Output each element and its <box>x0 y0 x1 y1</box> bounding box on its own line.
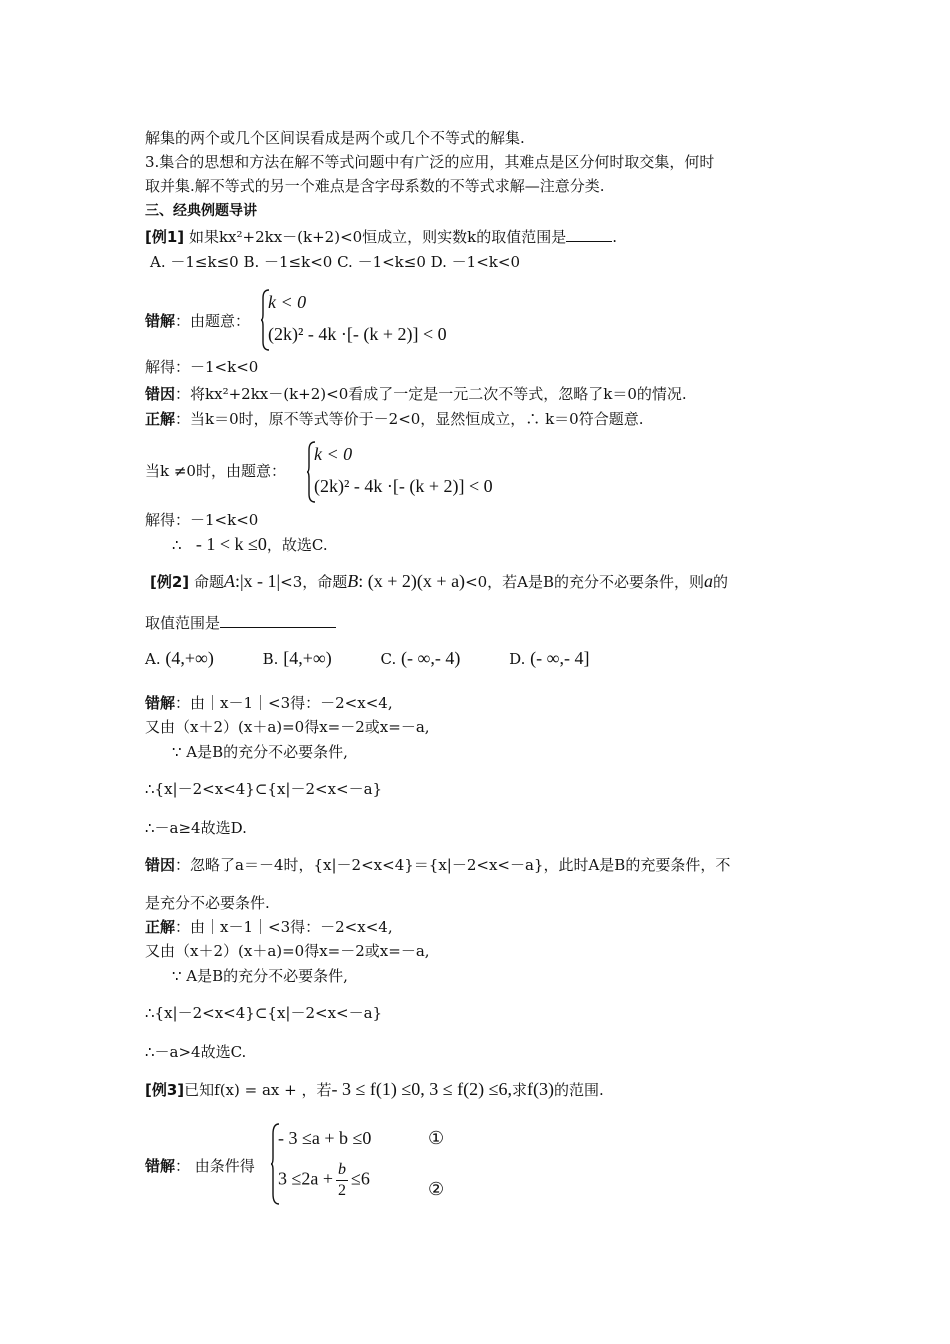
ex3-question <box>145 1079 604 1100</box>
option-b-label: B. <box>262 650 279 668</box>
option-c-value: (- ∞,- 4) <box>401 648 461 668</box>
ex2-correct-4: ∴{x|－2<x<4}⊂{x|－2<x<－a} <box>145 1004 383 1022</box>
ex1-solve-1: 解得：－1<k<0 <box>145 358 259 376</box>
q-var-B: B <box>347 571 359 591</box>
ex2-cause-1 <box>145 855 730 875</box>
ex1-system-1 <box>260 288 500 352</box>
ex2-wrong-4: ∴{x|－2<x<4}⊂{x|－2<x<－a} <box>145 780 383 798</box>
cause-label: 错因 <box>145 856 176 874</box>
ex1-question: [例1] 如果kx²+2kx－(k+2)<0恒成立，则实数k的取值范围是 . <box>145 228 618 246</box>
correct-text: ：当k＝0时，原不等式等价于－2<0，显然恒成立，∴ k＝0符合题意. <box>175 410 644 428</box>
ex1-cause <box>145 384 687 404</box>
option-a-value: (4,+∞) <box>165 648 214 668</box>
system-row-1: - 3 ≤a + b ≤0 <box>278 1128 372 1148</box>
conclusion-suffix: ，故选C. <box>266 536 328 554</box>
ex2-cause-2: 是充分不必要条件. <box>145 894 270 912</box>
wrong-label: 错解 <box>145 312 176 330</box>
q-var-A: A <box>223 571 235 591</box>
wrong-text: ：由｜x－1｜<3得：－2<x<4, <box>175 694 393 712</box>
correct-label: 正解 <box>145 918 176 936</box>
row2-pre: 3 ≤2a + <box>278 1168 334 1189</box>
ex1-case: 当k ≠0时，由题意： <box>145 462 286 480</box>
fraction-numerator: b <box>336 1160 348 1181</box>
ex1-correct <box>145 409 643 429</box>
system-row-2: (2k)² - 4k ·[- (k + 2)] < 0 <box>268 324 447 344</box>
system-row-1: k < 0 <box>268 292 307 312</box>
conclusion-math: - 1 < k ≤0 <box>195 534 267 554</box>
wrong-label: 错解 <box>145 1157 176 1175</box>
correct-text: ：由｜x－1｜<3得：－2<x<4, <box>175 918 393 936</box>
ex2-options <box>145 648 589 669</box>
system-row-2: (2k)² - 4k ·[- (k + 2)] < 0 <box>314 476 493 496</box>
ex2-wrong-2: 又由（x＋2）(x＋a)=0得x=－2或x=－a, <box>145 718 430 736</box>
wrong-label: 错解 <box>145 694 176 712</box>
ex1-conclusion <box>172 534 328 555</box>
q-B-expr: : (x + 2)(x + a) <box>358 571 466 591</box>
intro-line-1: 解集的两个或几个区间误看成是两个或几个不等式的解集. <box>145 129 525 147</box>
answer-blank <box>566 226 612 242</box>
ex2-wrong-3: ∵ A是B的充分不必要条件, <box>172 743 348 761</box>
therefore-symbol: ∴ <box>172 536 182 554</box>
q-math: - 3 ≤ f(1) ≤0, 3 ≤ f(2) ≤6, <box>331 1079 512 1099</box>
answer-blank <box>220 612 336 628</box>
wrong-text: ： 由条件得 <box>175 1157 255 1175</box>
q-text: 的范围. <box>553 1081 604 1099</box>
ex2-wrong-5: ∴－a≥4故选D. <box>145 819 247 837</box>
system-row-2 <box>278 1160 370 1201</box>
ex2-question <box>150 571 728 592</box>
q-var-a: a <box>704 571 714 591</box>
intro-line-2: 3.集合的思想和方法在解不等式问题中有广泛的应用，其难点是区分何时取交集，何时 <box>145 153 715 171</box>
ex3-label: [例3] <box>145 1081 185 1099</box>
intro-line-3: 取并集.解不等式的另一个难点是含字母系数的不等式求解—注意分类. <box>145 177 605 195</box>
ex2-label: [例2] <box>150 573 190 591</box>
ex2-correct-3: ∵ A是B的充分不必要条件, <box>172 967 348 985</box>
q-abs-expr: :|x - 1| <box>234 571 281 591</box>
q-f3: f(3) <box>526 1079 554 1099</box>
ex2-question-line2 <box>145 612 336 633</box>
ex2-wrong-1 <box>145 693 393 713</box>
marker-2: ② <box>428 1179 445 1200</box>
ex2-correct-1 <box>145 917 393 937</box>
ex3-wrong-line <box>145 1156 255 1176</box>
q-text: <0，若A是B的充分不必要条件，则 <box>465 573 705 591</box>
q-text: 已知f(x) = ax + ，若 <box>184 1081 332 1099</box>
ex1-system-2 <box>306 440 546 504</box>
ex1-solve-2: 解得：－1<k<0 <box>145 511 259 529</box>
ex1-options: A. －1≤k≤0 B. －1≤k<0 C. －1<k≤0 D. －1<k<0 <box>150 253 520 271</box>
cause-label: 错因 <box>145 385 176 403</box>
cause-text: ：忽略了a＝－4时，{x|－2<x<4}＝{x|－2<x<－a}，此时A是B的充要条件，不 <box>175 856 731 874</box>
marker-1: ① <box>428 1128 445 1149</box>
section-title: 三、经典例题导讲 <box>145 203 257 219</box>
fraction <box>336 1160 348 1201</box>
option-a-label: A. <box>145 650 161 668</box>
q-text: 求 <box>511 1081 527 1099</box>
q-text: <3，命题 <box>280 573 348 591</box>
fraction-denominator: 2 <box>338 1182 347 1199</box>
row2-post: ≤6 <box>351 1168 370 1189</box>
q-text: 取值范围是 <box>145 614 221 632</box>
option-d-value: (- ∞,- 4] <box>530 648 590 668</box>
ex2-correct-2: 又由（x＋2）(x＋a)=0得x=－2或x=－a, <box>145 942 430 960</box>
option-b-value: [4,+∞) <box>283 648 332 668</box>
correct-label: 正解 <box>145 410 176 428</box>
option-c-label: C. <box>380 650 397 668</box>
cause-text: ：将kx²+2kx－(k+2)<0看成了一定是一元二次不等式，忽略了k＝0的情况. <box>175 385 687 403</box>
ex1-question-text: 如果kx²+2kx－(k+2)<0恒成立，则实数k的取值范围是 <box>188 228 567 246</box>
q-text: 的 <box>713 573 729 591</box>
q-text: 命题 <box>193 573 224 591</box>
option-d-label: D. <box>509 650 526 668</box>
ex2-correct-5: ∴－a>4故选C. <box>145 1043 247 1061</box>
ex1-label: [例1] <box>145 228 185 246</box>
system-row-1: k < 0 <box>314 444 353 464</box>
ex1-wrong-line <box>145 311 250 331</box>
wrong-text: ：由题意： <box>175 312 251 330</box>
